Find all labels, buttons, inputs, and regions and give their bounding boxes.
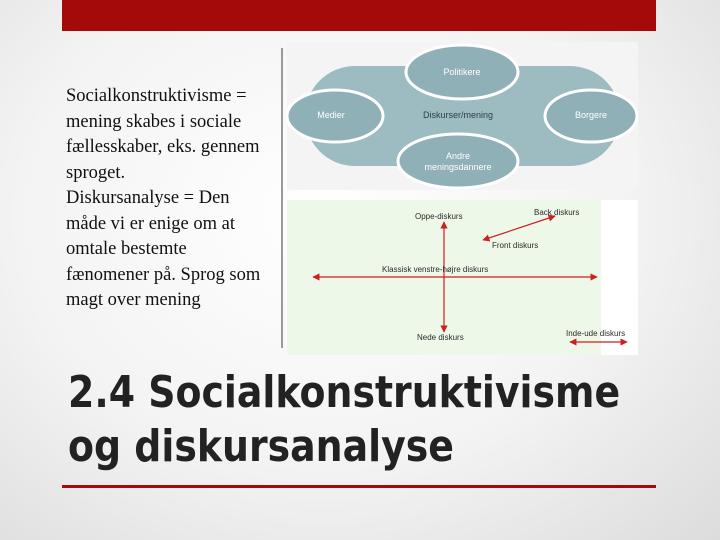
slide-title bbox=[68, 366, 621, 474]
slide-title-line1: 2.4 Socialkonstruktivisme bbox=[68, 367, 621, 418]
diagonal-axis bbox=[483, 216, 555, 240]
label-nede: Nede diskurs bbox=[417, 333, 464, 342]
definition-diskursanalyse: Diskursanalyse = Den måde vi er enige om at omtale bestemte fænomener på. Sprog som magt over mening bbox=[66, 188, 261, 310]
node-bottom-label-line1: Andre bbox=[445, 151, 471, 161]
vertical-divider bbox=[281, 48, 283, 348]
label-back: Back diskurs bbox=[534, 208, 580, 217]
center-label: Diskurser/mening bbox=[422, 110, 494, 120]
node-right-label: Borgere bbox=[574, 110, 608, 120]
stakeholder-diagram bbox=[287, 42, 638, 190]
node-left-label: Medier bbox=[317, 110, 345, 120]
top-accent-bar bbox=[62, 0, 656, 31]
body-text bbox=[66, 84, 271, 314]
node-bottom-label-line2: meningsdannere bbox=[424, 162, 492, 172]
node-top-label: Politikere bbox=[443, 67, 481, 77]
slide-title-line2: og diskursanalyse bbox=[68, 421, 454, 472]
discourse-axes-chart bbox=[287, 200, 638, 355]
label-front: Front diskurs bbox=[492, 241, 539, 250]
bottom-accent-rule bbox=[62, 485, 656, 488]
label-klassisk: Klassisk venstre-højre diskurs bbox=[382, 265, 489, 274]
stakeholder-diagram-svg bbox=[287, 42, 638, 190]
definition-socialkonstruktivisme: Socialkonstruktivisme = mening skabes i sociale fællesskaber, eks. gennem sproget. bbox=[66, 86, 260, 183]
label-oppe: Oppe-diskurs bbox=[415, 212, 463, 221]
label-inde-ude: Inde-ude diskurs bbox=[566, 329, 626, 338]
node-bottom bbox=[398, 134, 518, 188]
discourse-axes-svg bbox=[287, 200, 638, 355]
